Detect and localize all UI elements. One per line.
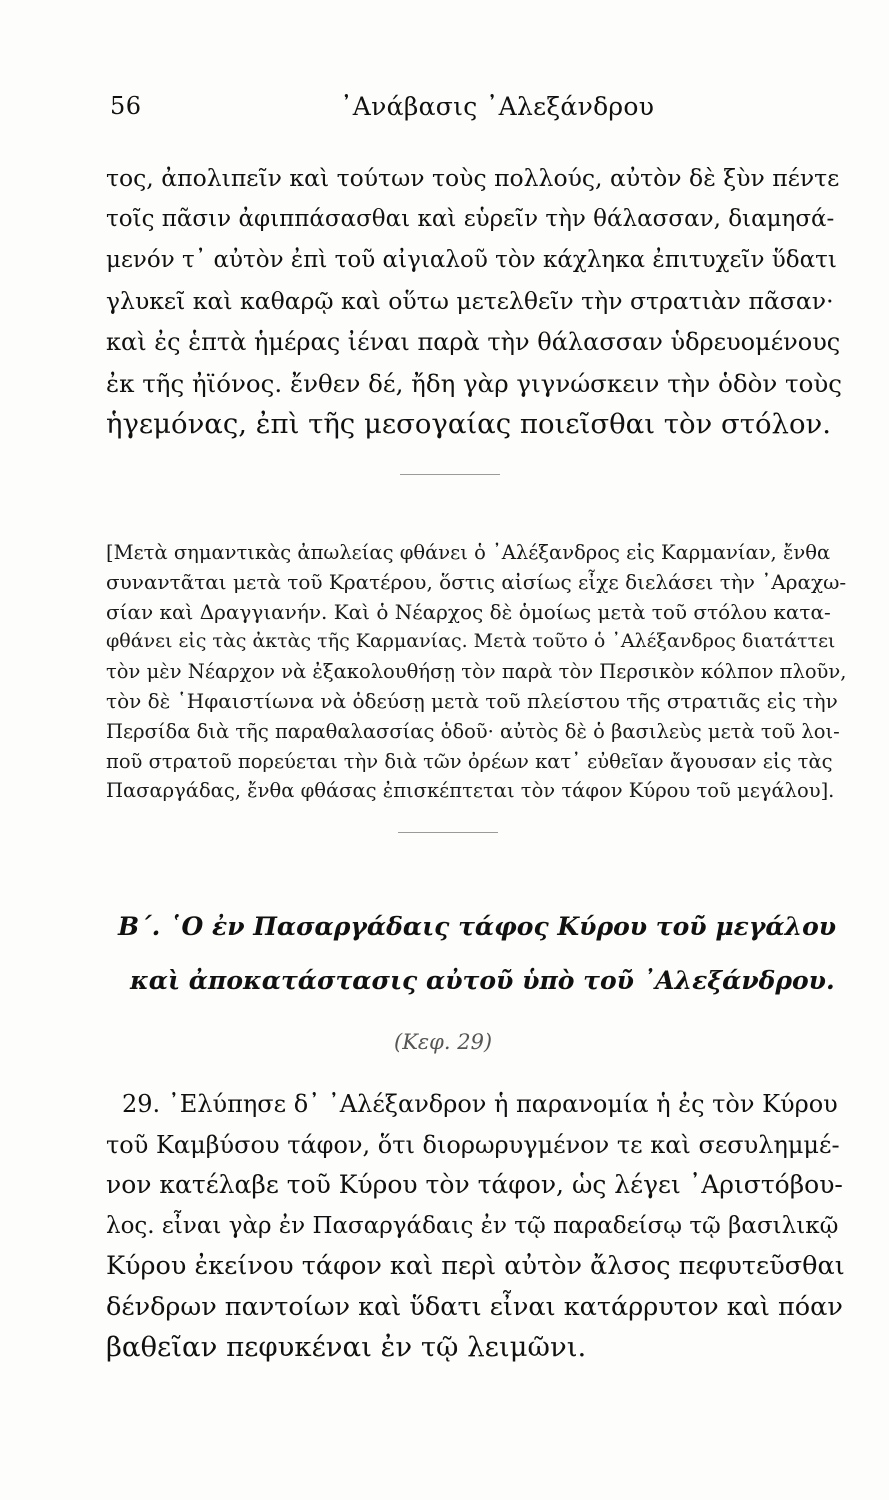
section-heading-line: καὶ ἀποκατάστασις αὐτοῦ ὑπὸ τοῦ ᾿Αλεξάνδρου. (130, 966, 835, 995)
summary-line: [Μετὰ σημαντικὰς ἀπωλείας φθάνει ὁ ᾿Αλέξανδρος εἰς Καρμανίαν, ἔνθα (106, 541, 831, 564)
running-title: ᾿Ανάβασις ᾿Αλεξάνδρου (340, 92, 655, 121)
text-line: λος. εἶναι γὰρ ἐν Πασαργάδαις ἐν τῷ παραδείσῳ τῷ βασιλικῷ (106, 1212, 839, 1239)
summary-line: φθάνει εἰς τὰς ἀκτὰς τῆς Καρμανίας. Μετὰ τοῦτο ὁ ᾿Αλέξανδρος διατάττει (106, 630, 836, 653)
section-heading-line: Β΄. ῾Ο ἐν Πασαργάδαις τάφος Κύρου τοῦ μεγάλου (118, 912, 837, 941)
summary-line: Περσίδα διὰ τῆς παραθαλασσίας ὁδοῦ· αὐτὸς δὲ ὁ βασιλεὺς μετὰ τοῦ λοι- (106, 719, 840, 743)
section-divider (398, 832, 498, 833)
chapter-reference: (Κεφ. 29) (394, 1030, 493, 1054)
text-line: τοῖς πᾶσιν ἀφιππάσασθαι καὶ εὑρεῖν τὴν θάλασσαν, διαμησά- (106, 206, 835, 232)
paragraph-main (106, 1084, 846, 1368)
text-line: βαθεῖαν πεφυκέναι ἐν τῷ λειμῶνι. (106, 1331, 587, 1363)
text-line: Κύρου ἐκείνου τάφον καὶ περὶ αὐτὸν ἄλσος πεφυτεῦσθαι (106, 1251, 845, 1281)
text-line: νον κατέλαβε τοῦ Κύρου τὸν τάφον, ὡς λέγει ᾿Αριστόβου- (106, 1170, 843, 1199)
summary-line: συναντᾶται μετὰ τοῦ Κρατέρου, ὅστις αἰσίως εἶχε διελάσει τὴν ᾿Αραχω- (106, 569, 847, 594)
text-line: ἡγεμόνας, ἐπὶ τῆς μεσογαίας ποιεῖσθαι τὸν στόλον. (106, 408, 831, 440)
text-line: ἐκ τῆς ἠϊόνος. ἔνθεν δέ, ἤδη γὰρ γιγνώσκειν τὴν ὁδὸν τοὺς (106, 369, 842, 398)
section-divider (400, 474, 500, 475)
summary-line: τὸν μὲν Νέαρχον νὰ ἐξακολουθήσῃ τὸν παρὰ τὸν Περσικὸν κόλπον πλοῦν, (106, 660, 847, 684)
summary-line: Πασαργάδας, ἔνθα φθάσας ἐπισκέπτεται τὸν τάφον Κύρου τοῦ μεγάλου]. (106, 779, 835, 803)
summary-line: ποῦ στρατοῦ πορεύεται τὴν διὰ τῶν ὀρέων κατ᾿ εὐθεῖαν ἄγουσαν εἰς τὰς (106, 749, 833, 773)
section-heading (118, 900, 838, 1008)
text-line: μενόν τ᾿ αὐτὸν ἐπὶ τοῦ αἰγιαλοῦ τὸν κάχληκα ἐπιτυχεῖν ὕδατι (106, 247, 837, 273)
page-number: 56 (110, 92, 142, 120)
text-line: τος, ἀπολιπεῖν καὶ τούτων τοὺς πολλούς, αὐτὸν δὲ ξὺν πέντε (106, 164, 840, 192)
summary-line: σίαν καὶ Δραγγιανήν. Καὶ ὁ Νέαρχος δὲ ὁμοίως μετὰ τοῦ στόλου κατα- (106, 599, 831, 624)
text-line: δένδρων παντοίων καὶ ὕδατι εἶναι κατάρρυτον καὶ πόαν (106, 1291, 843, 1322)
text-line: καὶ ἐς ἑπτὰ ἡμέρας ἰέναι παρὰ τὴν θάλασσαν ὑδρευομένους (106, 328, 841, 356)
text-line: τοῦ Καμβύσου τάφον, ὅτι διορωρυγμένον τε καὶ σεσυλημμέ- (106, 1130, 840, 1159)
text-line: γλυκεῖ καὶ καθαρῷ καὶ οὕτω μετελθεῖν τὴν στρατιὰν πᾶσαν· (106, 287, 834, 315)
page-header (110, 92, 830, 132)
text-line: 29. ᾿Ελύπησε δ᾿ ᾿Αλέξανδρον ἡ παρανομία ἡ ἐς τὸν Κύρου (122, 1090, 838, 1118)
summary-line: τὸν δὲ ῾Ηφαιστίωνα νὰ ὁδεύσῃ μετὰ τοῦ πλείστου τῆς στρατιᾶς εἰς τὴν (106, 688, 838, 713)
paragraph-top (106, 158, 846, 445)
summary-paragraph (106, 538, 846, 806)
